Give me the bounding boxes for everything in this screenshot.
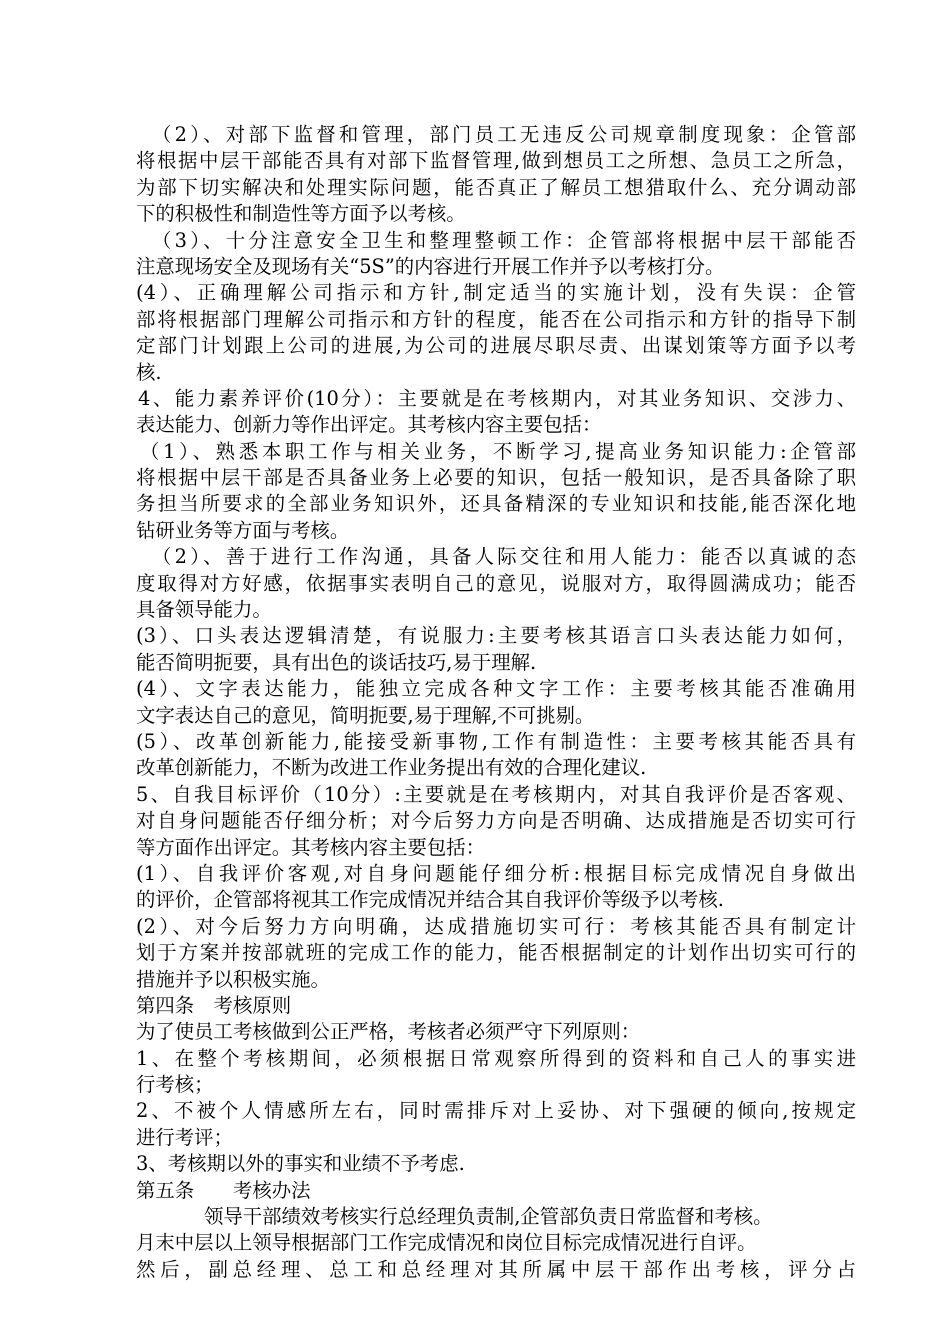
text-line: 1、在整个考核期间，必须根据日常观察所得到的资料和自己人的事实进 [136,1046,856,1070]
text-line: 措施并予以积极实施。 [136,967,330,991]
text-line: （2）、善于进行工作沟通，具备人际交往和用人能力：能否以真诚的态 [152,545,856,569]
text-line: 能否简明扼要，具有出色的谈话技巧,易于理解. [136,650,537,674]
text-line: (3）、口头表达逻辑清楚，有说服力:主要考核其语言口头表达能力如何， [136,624,856,648]
text-line: 下的积极性和制造性等方面予以考核。 [136,202,466,226]
text-line: 定部门计划跟上公司的进展,为公司的进展尽职尽责、出谋划策等方面予以考 [136,334,856,358]
text-line: (4）、正确理解公司指示和方针,制定适当的实施计划，没有失误：企管 [136,281,856,305]
text-line: (2）、对今后努力方向明确，达成措施切实可行：考核其能否具有制定计 [136,914,856,938]
text-line: 的评价，企管部将视其工作完成情况并结合其自我评价等级予以考核. [136,888,724,912]
text-line: 具备领导能力。 [136,598,272,622]
text-line: 然后，副总经理、总工和总经理对其所属中层干部作出考核，评分占 [136,1257,856,1281]
text-line: 为部下切实解决和处理实际问题，能否真正了解员工想猎取什么、充分调动部 [136,175,856,199]
text-line: 2、不被个人情感所左右，同时需排斥对上妥协、对下强硬的倾向,按规定 [136,1099,856,1123]
text-line: （2）、对部下监督和管理，部门员工无违反公司规章制度现象：企管部 [152,123,856,146]
text-line: 务担当所要求的全部业务知识外，还具备精深的专业知识和技能,能否深化地 [136,492,856,516]
text-line: 4、能力素养评价(10分）：主要就是在考核期内，对其业务知识、交涉力、 [138,386,856,410]
text-line: 部将根据部门理解公司指示和方针的程度，能否在公司指示和方针的指导下制 [136,307,856,331]
text-line: 对自身问题能否仔细分析；对今后努力方向是否明确、达成措施是否切实可行 [136,809,856,833]
text-line: 度取得对方好感，依据事实表明自己的意见，说服对方，取得圆满成功；能否 [136,571,856,595]
text-line: 将根据中层干部是否具备业务上必要的知识，包括一般知识，是否具备除了职 [136,466,856,490]
text-line: (5）、改革创新能力,能接受新事物,工作有制造性：主要考核其能否具有 [136,729,856,753]
text-line: 为了使员工考核做到公正严格，考核者必须严守下列原则： [136,1020,641,1044]
text-line: 进行考评； [136,1125,233,1149]
text-line: 5、自我目标评价（10分）:主要就是在考核期内，对其自我评价是否客观、 [136,782,856,806]
text-line: 3、考核期以外的事实和业绩不予考虑. [136,1152,465,1176]
text-line: （3）、十分注意安全卫生和整理整顿工作：企管部将根据中层干部能否 [152,228,856,252]
text-line: 将根据中层干部能否具有对部下监督管理,做到想员工之所想、急员工之所急， [136,149,856,173]
text-line: 领导干部绩效考核实行总经理负责制,企管部负责日常监督和考核。 [204,1205,773,1229]
text-line: 表达能力、创新力等作出评定。其考核内容主要包括： [136,413,602,437]
document-body [136,122,856,1283]
text-line: 改革创新能力，不断为改进工作业务提出有效的合理化建议. [136,756,647,780]
text-line: 文字表达自己的意见，简明扼要,易于理解,不可挑剔。 [136,703,595,727]
text-line: 行考核； [136,1073,214,1097]
text-line: 第五条 考核办法 [136,1178,311,1202]
text-line: 注意现场安全及现场有关“5S”的内容进行开展工作并予以考核打分。 [136,254,725,278]
text-line: (4）、文字表达能力，能独立完成各种文字工作：主要考核其能否准确用 [136,677,856,701]
text-line: 等方面作出评定。其考核内容主要包括： [136,835,486,859]
text-line: (1）、自我评价客观,对自身问题能仔细分析:根据目标完成情况自身做出 [136,861,856,885]
text-line: （1）、熟悉本职工作与相关业务，不断学习,提高业务知识能力:企管部 [140,439,856,463]
text-line: 钻研业务等方面与考核。 [136,518,350,542]
text-line: 划于方案并按部就班的完成工作的能力，能否根据制定的计划作出切实可行的 [136,941,856,965]
text-line: 月末中层以上领导根据部门工作完成情况和岗位目标完成情况进行自评。 [136,1231,757,1255]
text-line: 第四条 考核原则 [136,993,292,1017]
text-line: 核. [136,360,162,384]
